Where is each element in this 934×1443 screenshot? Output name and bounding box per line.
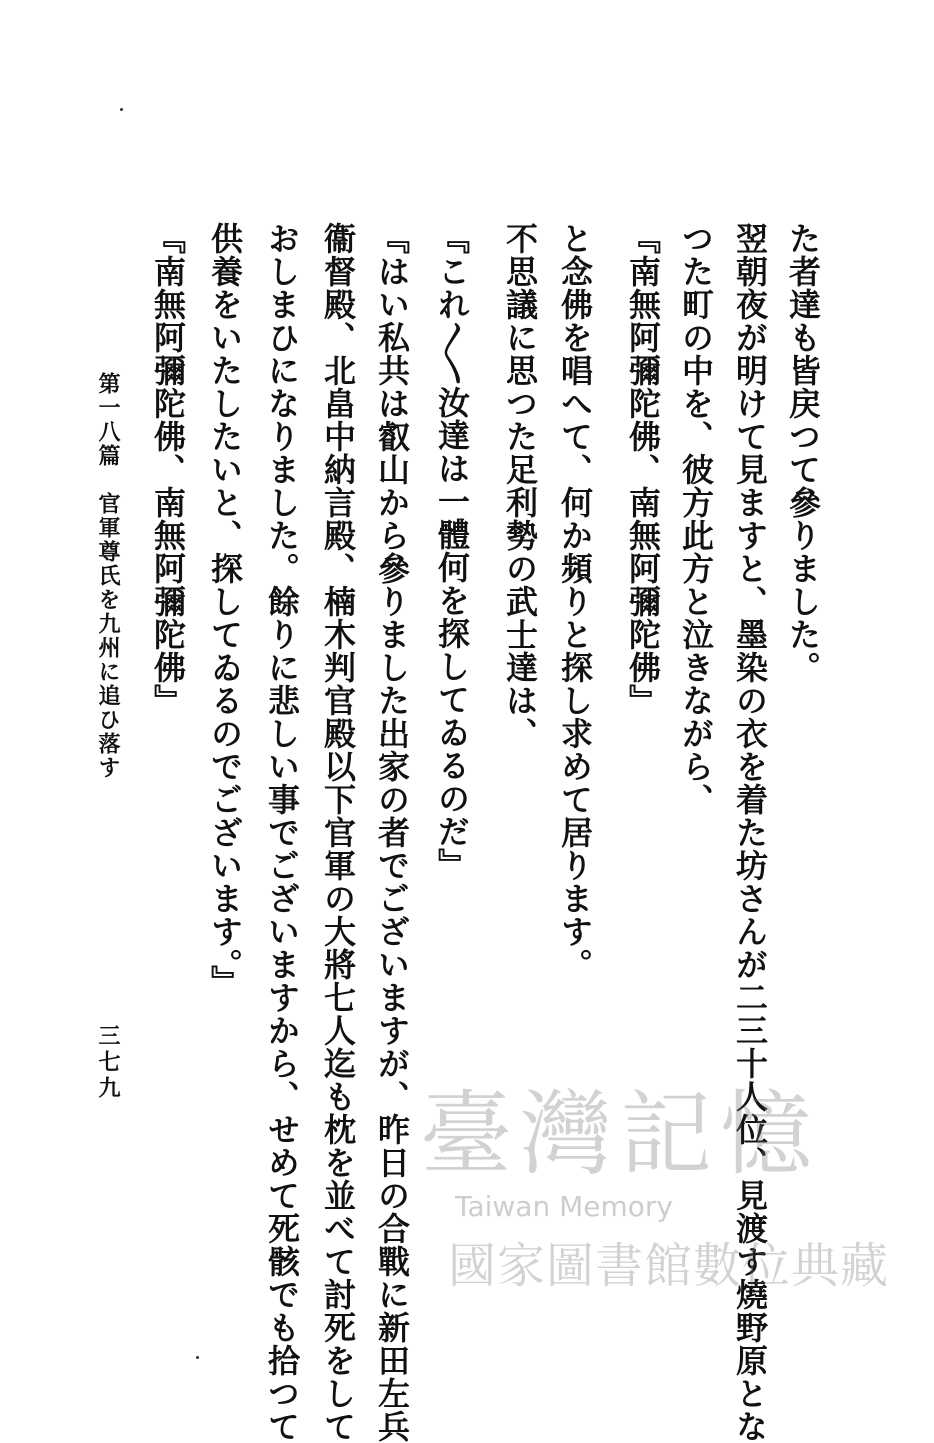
running-header: 第一八篇 官軍尊氏を九州に追ひ落す <box>95 372 121 780</box>
watermark-title: 臺灣記憶 <box>420 1081 821 1188</box>
text-line-8: 『はい私共は叡山から參りました出家の者でございますが、昨日の合戰に新田左兵 <box>373 222 411 1443</box>
text-line-9: 衞督殿、北畠中納言殿、楠木判官殿以下官軍の大將七人迄も枕を並べて討死をして <box>319 222 357 1443</box>
library-watermark <box>400 1080 900 1320</box>
text-line-12: 『南無阿彌陀佛、南無阿彌陀佛』 <box>149 222 187 717</box>
text-line-4: 『南無阿彌陀佛、南無阿彌陀佛』 <box>624 222 662 717</box>
scan-speck <box>120 108 123 111</box>
text-line-1: た者達も皆戻つて參りました。 <box>784 222 822 684</box>
text-line-11: 供養をいたしたいと、探してゐるのでございます。』 <box>206 222 244 998</box>
scan-speck <box>196 1356 199 1359</box>
text-line-10: おしまひになりました。餘りに悲しい事でございますから、せめて死骸でも拾つて <box>263 222 301 1443</box>
text-line-3: つた町の中を、彼方此方と泣きながら、 <box>677 222 715 816</box>
watermark-organization: 國家圖書館數位典藏 <box>448 1238 890 1294</box>
watermark-english: Taiwan Memory <box>455 1190 673 1223</box>
text-line-7: 『これ〳〵汝達は一體何を探してゐるのだ』 <box>433 222 471 881</box>
page-number: 三七九 <box>95 1024 121 1102</box>
text-line-2: 翌朝夜が明けて見ますと、墨染の衣を着た坊さんが二三十人位、見渡す燒野原とな <box>731 222 769 1443</box>
text-line-6: 不思議に思つた足利勢の武士達は、 <box>501 222 539 750</box>
text-line-5: と念佛を唱へて、何か頻りと探し求めて居ります。 <box>556 222 594 981</box>
